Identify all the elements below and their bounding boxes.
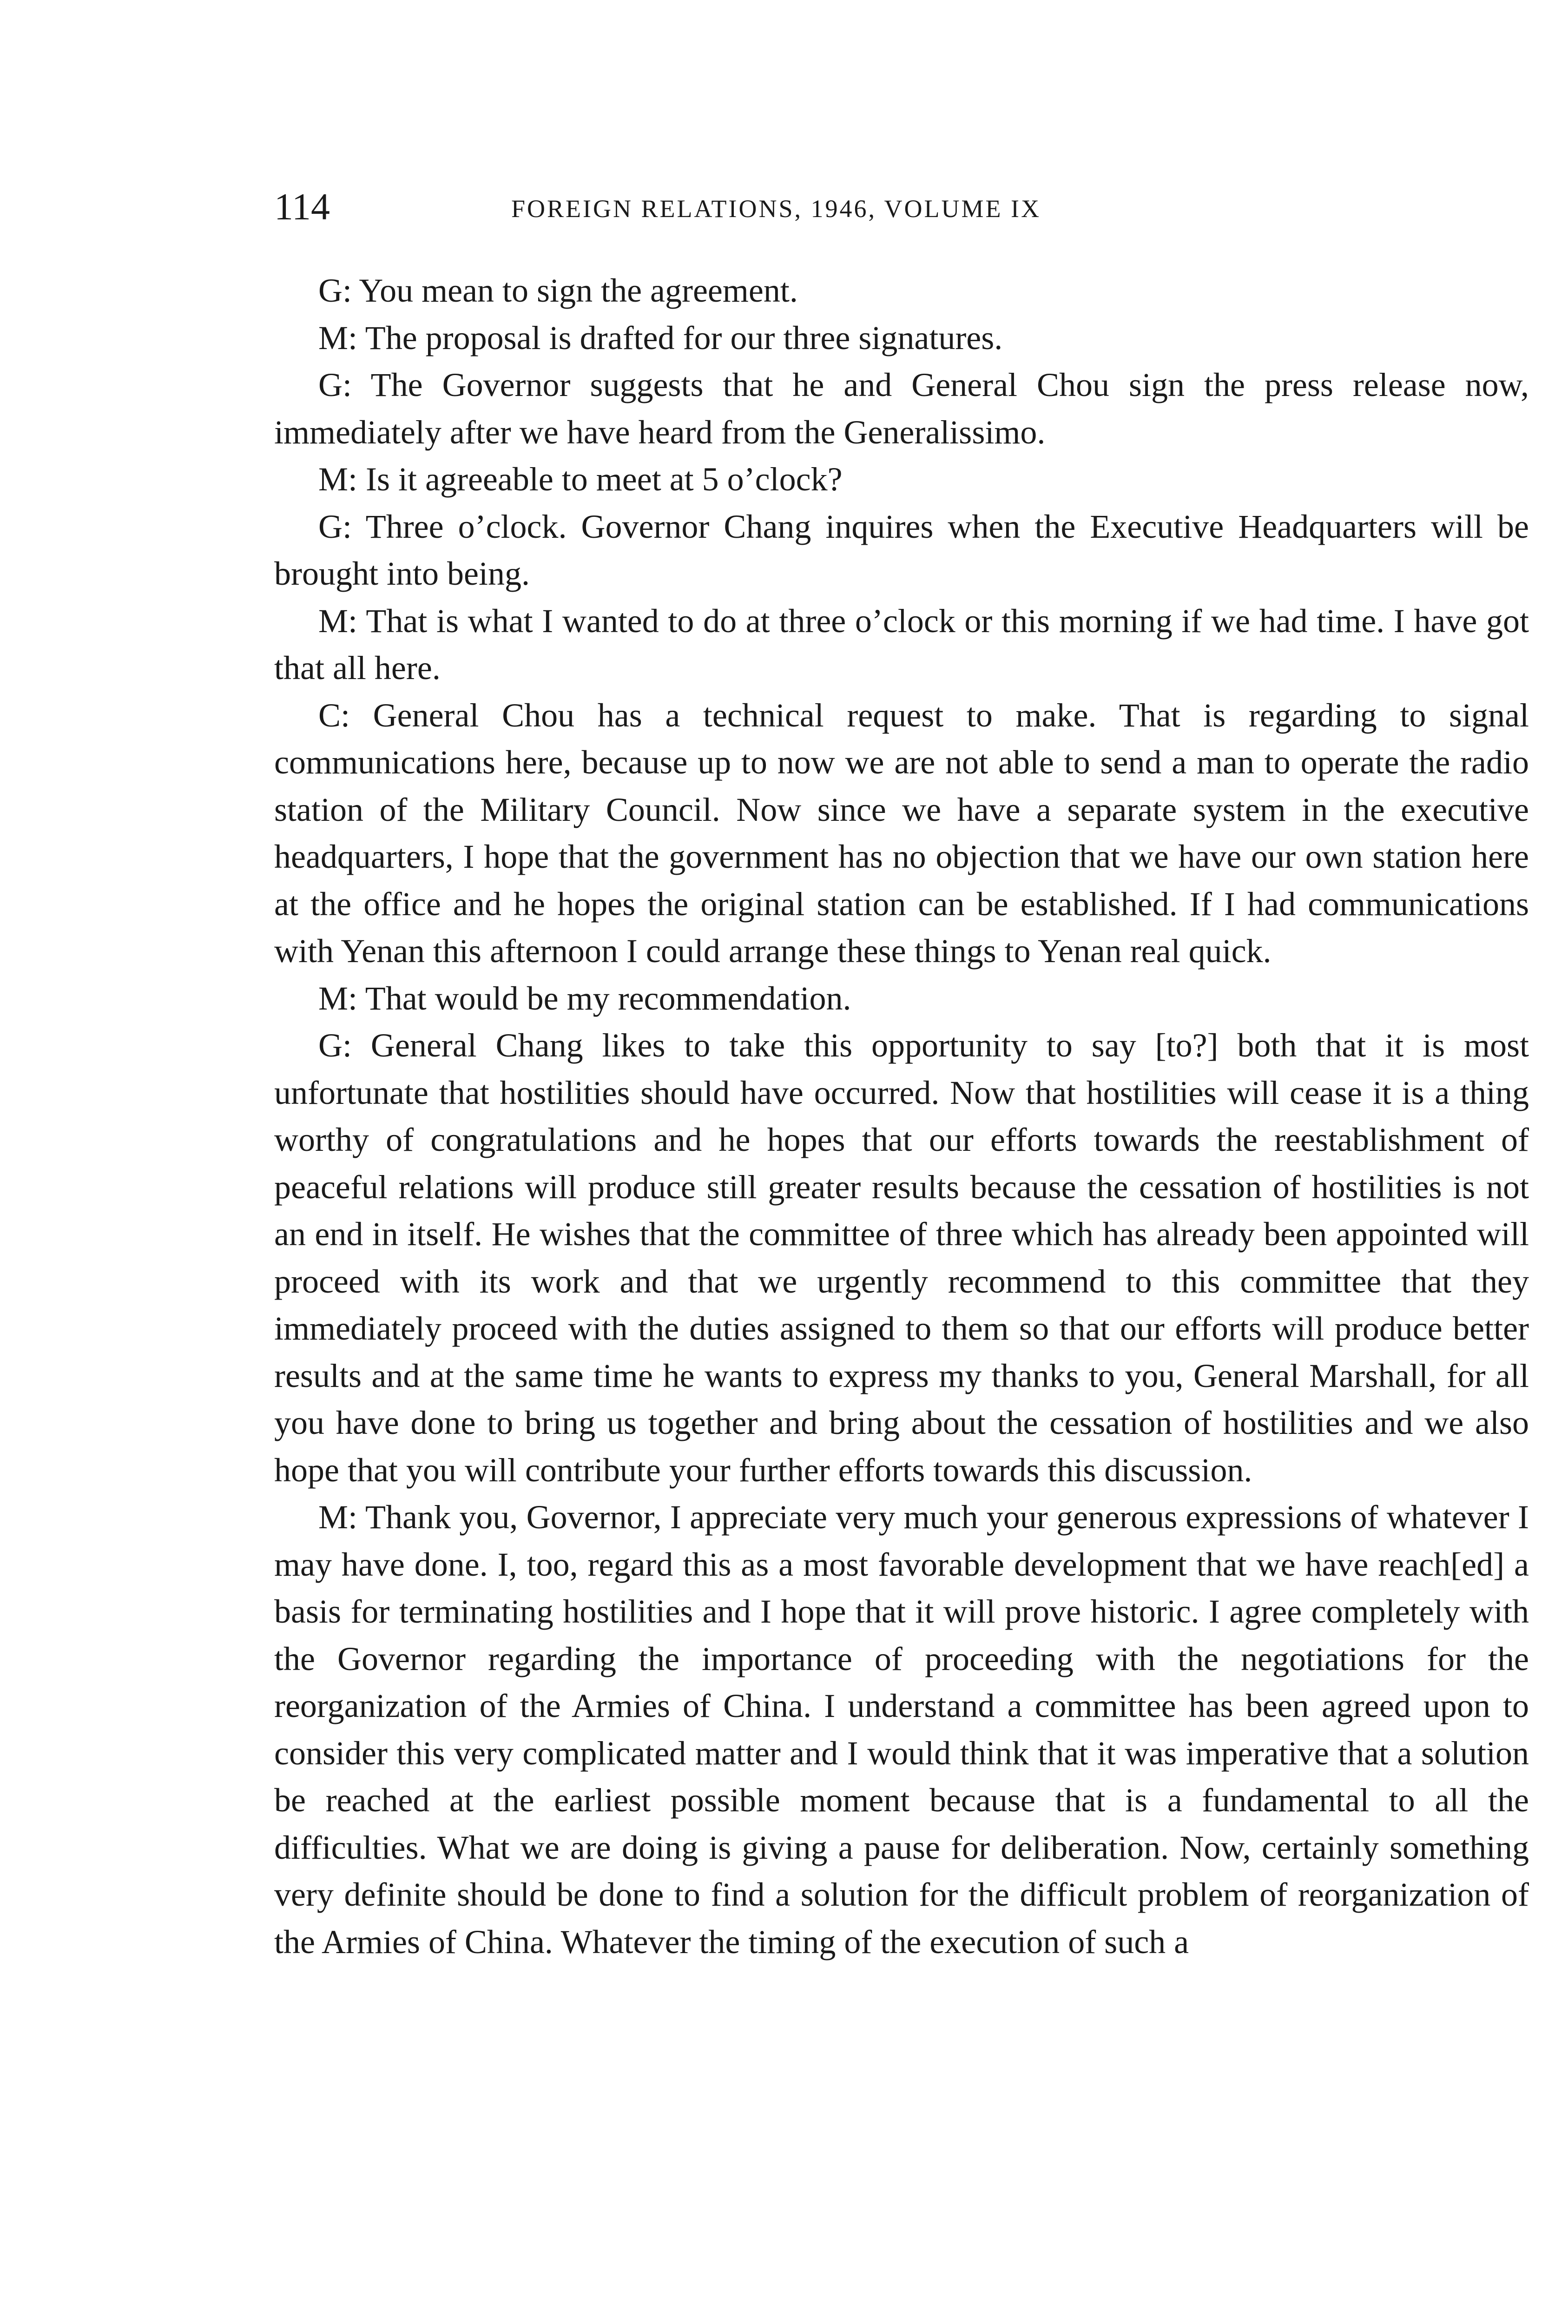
body-text	[274, 267, 1529, 1966]
paragraph: M: The proposal is drafted for our three signatures.	[318, 319, 1003, 357]
paragraph: G: Three o’clock. Governor Chang inquires when the Executive Headquarters will be brought into being.	[274, 508, 1529, 592]
paragraph: G: You mean to sign the agreement.	[318, 272, 798, 309]
paragraph: C: General Chou has a technical request to make. That is regarding to signal communications here, because up to now we are not able to send a man to operate the radio station of the Military Council. Now since we have a separate system in the executive headquarters, I hope that the government has no objection that we have our own station here at the office and he hopes the original station can be established. If I had communications with Yenan this afternoon I could arrange these things to Yenan real quick.	[274, 696, 1529, 970]
paragraph: G: General Chang likes to take this opportunity to say [to?] both that it is most unfortunate that hostilities should have occurred. Now that hostilities will cease it is a thing worthy of congratulations and he hopes that our efforts towards the reestablishment of peaceful relations will produce still greater results because the cessation of hostilities is not an end in itself. He wishes that the committee of three which has already been appointed will proceed with its work and that we urgently recommend to this committee that they immediately proceed with the duties assigned to them so that our efforts will produce better results and at the same time he wants to express my thanks to you, General Marshall, for all you have done to bring us together and bring about the cessation of hostilities and we also hope that you will contribute your further efforts towards this discussion.	[274, 1027, 1529, 1489]
paragraph: M: That would be my recommendation.	[318, 979, 851, 1017]
paragraph: G: The Governor suggests that he and General Chou sign the press release now, immediately after we have heard from the Generalissimo.	[274, 366, 1529, 451]
page-header	[274, 184, 1538, 235]
page-number: 114	[274, 185, 330, 228]
paragraph: M: That is what I wanted to do at three o’clock or this morning if we had time. I have got that all here.	[274, 602, 1529, 687]
paragraph: M: Is it agreeable to meet at 5 o’clock?	[318, 461, 843, 498]
running-title: FOREIGN RELATIONS, 1946, VOLUME IX	[511, 195, 1041, 223]
paragraph: M: Thank you, Governor, I appreciate very much your generous expressions of whatever I may have done. I, too, regard this as a most favorable development that we have reach[ed] a basis for terminating hostilities and I hope that it will prove historic. I agree completely with the Governor regarding the importance of proceeding with the negotiations for the reorganization of the Armies of China. I understand a committee has been agreed upon to consider this very complicated matter and I would think that it was imperative that a solution be reached at the earliest possible moment because that is a fundamental to all the difficulties. What we are doing is giving a pause for deliberation. Now, certainly something very definite should be done to find a solution for the difficult problem of reorganization of the Armies of China. Whatever the timing of the execution of such a	[274, 1499, 1529, 1961]
